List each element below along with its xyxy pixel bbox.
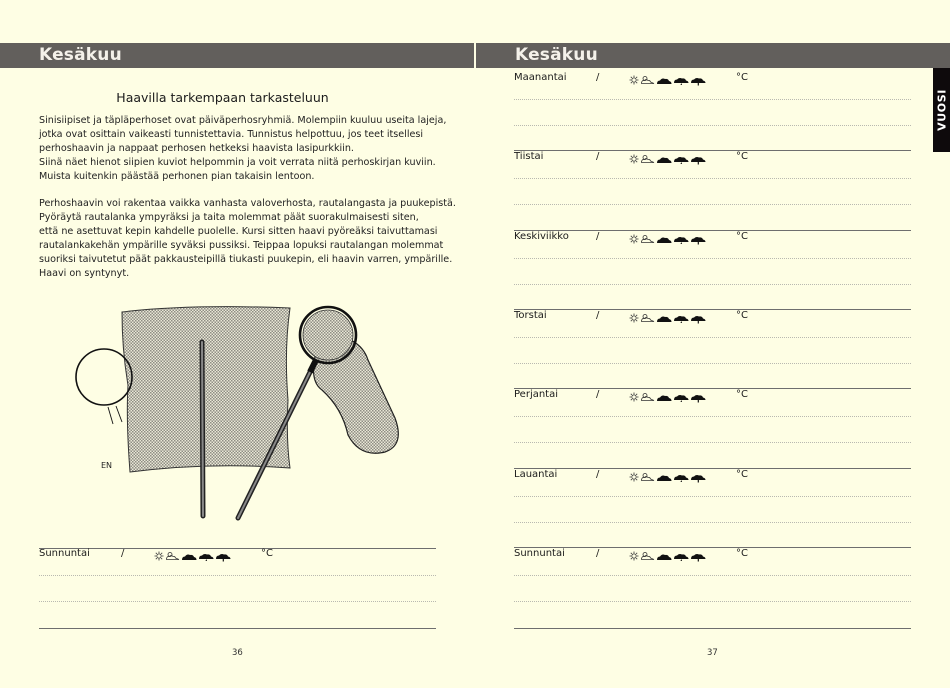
paragraph-line: Sinisiipiset ja täpläperhoset ovat päiväperhosryhmiä. Molempiin kuuluu useita lajeja, xyxy=(39,115,447,126)
writing-line[interactable] xyxy=(39,575,436,576)
cloud-icon xyxy=(657,79,672,85)
article-paragraph-1 xyxy=(39,114,447,184)
day-name: Maanantai xyxy=(514,72,567,83)
temperature-unit: °C xyxy=(736,548,748,559)
sun-icon xyxy=(630,393,639,402)
writing-line[interactable] xyxy=(514,258,911,259)
day-separator-line xyxy=(39,628,436,629)
day-name: Sunnuntai xyxy=(39,548,90,559)
day-name: Keskiviikko xyxy=(514,231,569,242)
article-paragraph-2 xyxy=(39,197,456,281)
writing-line[interactable] xyxy=(514,363,911,364)
temperature-unit: °C xyxy=(736,151,748,162)
partly-cloudy-icon xyxy=(642,315,655,322)
day-name: Tiistai xyxy=(514,151,544,162)
paragraph-line: Haavi on syntynyt. xyxy=(39,268,130,279)
paragraph-line: jotka ovat osittain vaikeasti tunnistettavia. Tunnistus helpottuu, jos teet itsellesi xyxy=(39,129,424,140)
rain-cloud-icon xyxy=(674,237,689,244)
sun-icon xyxy=(630,76,639,85)
paragraph-line: rautalankakehän ympärille syväksi pussiksi. Teippaa lopuksi rautalangan molemmat xyxy=(39,240,444,251)
paragraph-line: Pyöräytä rautalanka ympyräksi ja taita molemmat päät suorakulmaisesti siten, xyxy=(39,212,419,223)
date-slash: / xyxy=(596,469,600,480)
day-name: Lauantai xyxy=(514,469,558,480)
writing-line[interactable] xyxy=(514,601,911,602)
curtain-fabric xyxy=(122,307,290,472)
sun-icon xyxy=(630,155,639,164)
cloud-icon xyxy=(657,476,672,482)
writing-line[interactable] xyxy=(514,416,911,417)
partly-cloudy-icon xyxy=(642,394,655,401)
cloud-icon xyxy=(657,158,672,164)
sun-icon xyxy=(630,235,639,244)
writing-line[interactable] xyxy=(514,99,911,100)
day-row[interactable] xyxy=(514,72,911,92)
day-name: Perjantai xyxy=(514,389,559,400)
day-name: Sunnuntai xyxy=(514,548,565,559)
weather-icons xyxy=(629,74,709,86)
sun-icon xyxy=(155,552,164,561)
section-tab-vuosi[interactable] xyxy=(933,68,950,152)
day-row[interactable] xyxy=(514,231,911,251)
rain-cloud-icon xyxy=(674,475,689,482)
date-slash: / xyxy=(596,151,600,162)
date-slash: / xyxy=(596,389,600,400)
date-slash: / xyxy=(596,231,600,242)
writing-line[interactable] xyxy=(514,284,911,285)
cloud-icon xyxy=(657,396,672,402)
writing-line[interactable] xyxy=(514,178,911,179)
snow-cloud-icon xyxy=(691,237,706,245)
day-row[interactable] xyxy=(514,310,911,330)
weather-icons xyxy=(629,153,709,165)
cloud-icon xyxy=(657,317,672,323)
right-header-bar xyxy=(476,43,950,68)
paragraph-line: Perhoshaavin voi rakentaa vaikka vanhasta valoverhosta, rautalangasta ja puukepistä. xyxy=(39,198,456,209)
temperature-unit: °C xyxy=(736,310,748,321)
snow-cloud-icon xyxy=(691,316,706,324)
left-header-bar xyxy=(0,43,474,68)
article-title: Haavilla tarkempaan tarkasteluun xyxy=(116,90,329,105)
section-tab-label: VUOSI xyxy=(935,89,948,131)
cloud-icon xyxy=(657,555,672,561)
sun-icon xyxy=(630,473,639,482)
cloud-icon xyxy=(182,555,197,561)
writing-line[interactable] xyxy=(514,522,911,523)
right-page-month-heading: Kesäkuu xyxy=(515,45,598,65)
rain-cloud-icon xyxy=(199,554,214,561)
writing-line[interactable] xyxy=(514,204,911,205)
sun-icon xyxy=(630,314,639,323)
paragraph-line: Siinä näet hienot siipien kuviot helpommin ja voit verrata niitä perhoskirjan kuviin. xyxy=(39,157,436,168)
rain-cloud-icon xyxy=(674,157,689,164)
partly-cloudy-icon xyxy=(642,156,655,163)
snow-cloud-icon xyxy=(216,554,231,562)
rain-cloud-icon xyxy=(674,395,689,402)
day-row[interactable] xyxy=(514,151,911,171)
partly-cloudy-icon xyxy=(167,553,180,560)
weather-icons xyxy=(629,391,709,403)
wire-loop xyxy=(76,349,132,405)
day-row-sunnuntai[interactable] xyxy=(39,548,436,568)
temperature-unit: °C xyxy=(736,231,748,242)
temperature-unit: °C xyxy=(736,389,748,400)
temperature-unit: °C xyxy=(736,72,748,83)
weather-icons xyxy=(154,550,234,562)
weather-icons xyxy=(629,312,709,324)
butterfly-net-illustration xyxy=(60,290,420,530)
snow-cloud-icon xyxy=(691,395,706,403)
weather-icons xyxy=(629,233,709,245)
cloud-icon xyxy=(657,238,672,244)
weather-icons xyxy=(629,550,709,562)
day-row[interactable] xyxy=(514,469,911,489)
snow-cloud-icon xyxy=(691,157,706,165)
illustration-label: EN xyxy=(101,461,113,470)
paragraph-line: perhoshaavin ja nappaat perhosen hetkeksi haavista lasipurkkiin. xyxy=(39,143,354,154)
partly-cloudy-icon xyxy=(642,474,655,481)
writing-line[interactable] xyxy=(514,337,911,338)
left-page-month-heading: Kesäkuu xyxy=(39,45,122,65)
paragraph-line: suoriksi taivutetut päät pakkausteipillä tiukasti puukepin, eli haavin varren, ympärille. xyxy=(39,254,453,265)
writing-line[interactable] xyxy=(514,125,911,126)
day-separator-line xyxy=(514,628,911,629)
date-slash: / xyxy=(596,310,600,321)
page-number-left: 36 xyxy=(232,648,243,658)
rain-cloud-icon xyxy=(674,316,689,323)
sun-icon xyxy=(630,552,639,561)
day-name: Torstai xyxy=(514,310,547,321)
day-row[interactable] xyxy=(514,389,911,409)
snow-cloud-icon xyxy=(691,475,706,483)
date-slash: / xyxy=(121,548,125,559)
rain-cloud-icon xyxy=(674,554,689,561)
snow-cloud-icon xyxy=(691,554,706,562)
day-row[interactable] xyxy=(514,548,911,568)
paragraph-line: Muista kuitenkin päästää perhonen pian takaisin lentoon. xyxy=(39,171,315,182)
temperature-unit: °C xyxy=(736,469,748,480)
writing-line[interactable] xyxy=(514,496,911,497)
writing-line[interactable] xyxy=(514,442,911,443)
date-slash: / xyxy=(596,548,600,559)
paragraph-line: että ne asettuvat kepin kahdelle puolelle. Kursi sitten haavi pyöreäksi taivuttamasi xyxy=(39,226,438,237)
writing-line[interactable] xyxy=(39,601,436,602)
rain-cloud-icon xyxy=(674,78,689,85)
weather-icons xyxy=(629,471,709,483)
writing-line[interactable] xyxy=(514,575,911,576)
partly-cloudy-icon xyxy=(642,553,655,560)
temperature-unit: °C xyxy=(261,548,273,559)
partly-cloudy-icon xyxy=(642,77,655,84)
partly-cloudy-icon xyxy=(642,236,655,243)
snow-cloud-icon xyxy=(691,78,706,86)
page-number-right: 37 xyxy=(707,648,718,658)
date-slash: / xyxy=(596,72,600,83)
